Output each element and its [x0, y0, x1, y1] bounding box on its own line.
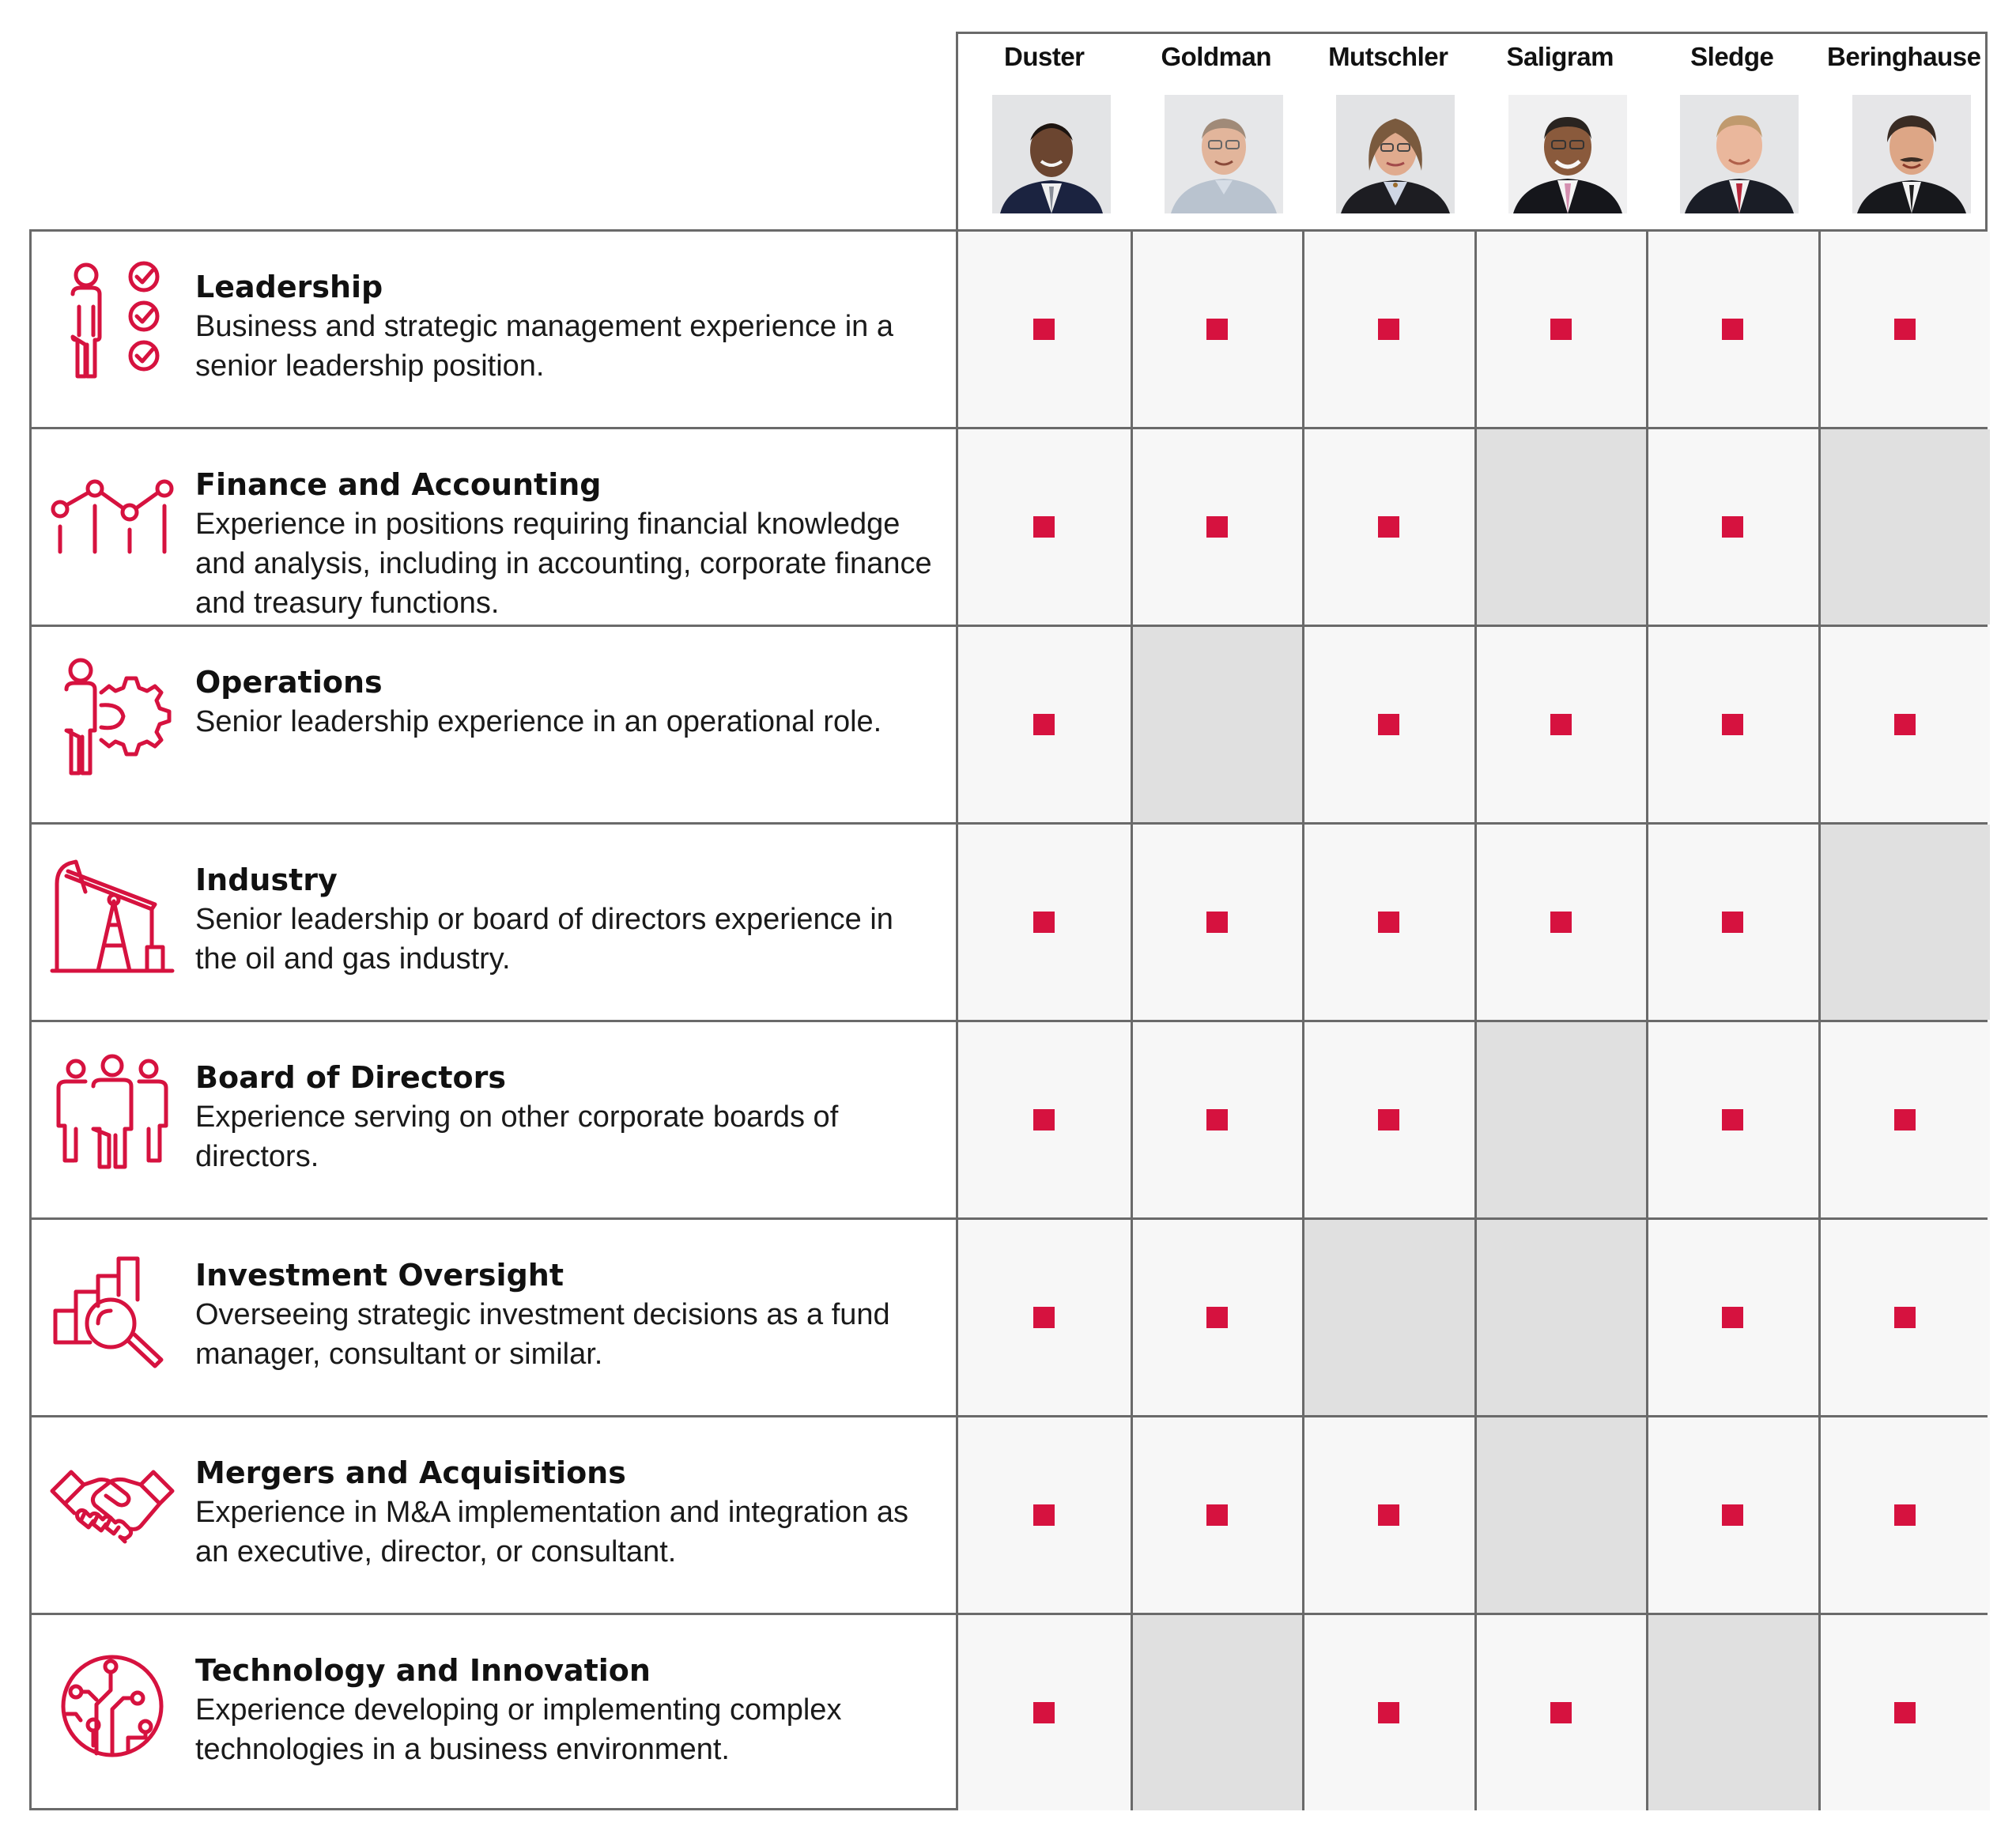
- skill-label-cell: [32, 1615, 958, 1810]
- director-name: Beringhause: [1827, 42, 1981, 71]
- skill-cell-goldman: [1131, 1417, 1303, 1613]
- skill-cell-saligram: [1474, 1022, 1647, 1217]
- director-photo: [1852, 95, 1971, 213]
- finance-chart-icon: [49, 457, 176, 583]
- skill-label-cell: [32, 825, 958, 1020]
- skill-cell-beringhause: [1818, 429, 1991, 625]
- skill-cell-duster: [958, 1615, 1131, 1810]
- skill-label-cell: [32, 1417, 958, 1613]
- skill-row: [32, 822, 1985, 1020]
- skill-description: Senior leadership or board of directors experience in the oil and gas industry.: [195, 903, 893, 976]
- circuit-icon: [49, 1643, 176, 1769]
- has-skill-marker: [1550, 714, 1572, 735]
- director-column-duster: [958, 34, 1131, 233]
- skill-description: Experience serving on other corporate boards of directors.: [195, 1100, 839, 1173]
- director-photo: [1508, 95, 1627, 213]
- director-photo: [1680, 95, 1799, 213]
- skill-text: [195, 1058, 940, 1176]
- skill-row: [32, 1020, 1985, 1217]
- skill-row: [32, 1613, 1985, 1810]
- skill-cell-goldman: [1131, 1022, 1303, 1217]
- has-skill-marker: [1550, 319, 1572, 340]
- skill-text: [195, 465, 940, 623]
- has-skill-marker: [1378, 912, 1399, 933]
- skill-row: [32, 427, 1985, 625]
- skill-cell-sledge: [1646, 1615, 1818, 1810]
- skill-cell-beringhause: [1818, 1220, 1991, 1415]
- skill-cell-duster: [958, 232, 1131, 427]
- director-name: Goldman: [1161, 42, 1271, 71]
- skill-title: Industry: [195, 862, 338, 897]
- skill-cell-duster: [958, 825, 1131, 1020]
- skill-cell-goldman: [1131, 232, 1303, 427]
- has-skill-marker: [1378, 1504, 1399, 1526]
- skill-cell-sledge: [1646, 1417, 1818, 1613]
- has-skill-marker: [1722, 319, 1743, 340]
- board-people-icon: [49, 1050, 176, 1176]
- skill-cell-goldman: [1131, 627, 1303, 822]
- skill-description: Overseeing strategic investment decisions as a fund manager, consultant or similar.: [195, 1298, 890, 1371]
- skill-cell-beringhause: [1818, 627, 1991, 822]
- has-skill-marker: [1722, 1307, 1743, 1328]
- skill-title: Mergers and Acquisitions: [195, 1455, 626, 1490]
- has-skill-marker: [1550, 912, 1572, 933]
- has-skill-marker: [1894, 1307, 1916, 1328]
- has-skill-marker: [1378, 1109, 1399, 1130]
- skill-label-cell: [32, 1220, 958, 1415]
- skill-cell-beringhause: [1818, 232, 1991, 427]
- skill-title: Board of Directors: [195, 1060, 506, 1095]
- skill-cell-saligram: [1474, 1220, 1647, 1415]
- director-photo: [1336, 95, 1455, 213]
- skill-description: Senior leadership experience in an operational role.: [195, 705, 882, 738]
- has-skill-marker: [1894, 714, 1916, 735]
- skill-text: [195, 1651, 940, 1769]
- has-skill-marker: [1206, 1109, 1228, 1130]
- director-column-sledge: [1646, 34, 1818, 233]
- skill-cell-saligram: [1474, 825, 1647, 1020]
- skill-cell-goldman: [1131, 1220, 1303, 1415]
- has-skill-marker: [1206, 1307, 1228, 1328]
- has-skill-marker: [1033, 1702, 1055, 1723]
- director-column-saligram: [1474, 34, 1647, 233]
- skill-cell-duster: [958, 1417, 1131, 1613]
- skill-cell-mutschler: [1302, 825, 1474, 1020]
- director-column-mutschler: [1302, 34, 1474, 233]
- skill-cell-saligram: [1474, 627, 1647, 822]
- skill-description: Business and strategic management experience in a senior leadership position.: [195, 310, 893, 383]
- skill-text: [195, 860, 940, 979]
- director-name: Saligram: [1506, 42, 1614, 71]
- director-name: Duster: [1003, 42, 1085, 71]
- skill-cell-mutschler: [1302, 1417, 1474, 1613]
- has-skill-marker: [1722, 516, 1743, 538]
- director-column-beringhause: [1818, 34, 1991, 233]
- skill-cell-beringhause: [1818, 825, 1991, 1020]
- has-skill-marker: [1378, 516, 1399, 538]
- skill-text: [195, 1453, 940, 1572]
- handshake-icon: [49, 1445, 176, 1572]
- has-skill-marker: [1033, 912, 1055, 933]
- skill-title: Finance and Accounting: [195, 467, 602, 502]
- operations-gear-icon: [49, 655, 176, 781]
- director-header: [956, 32, 1988, 231]
- skill-label-cell: [32, 1022, 958, 1217]
- skill-cell-sledge: [1646, 429, 1818, 625]
- skill-cell-goldman: [1131, 429, 1303, 625]
- skill-title: Operations: [195, 665, 383, 700]
- has-skill-marker: [1033, 516, 1055, 538]
- skill-description: Experience in positions requiring financial knowledge and analysis, including in accounting, corporate finance and treasury functions.: [195, 508, 932, 620]
- has-skill-marker: [1722, 1109, 1743, 1130]
- skill-label-cell: [32, 232, 958, 427]
- director-column-goldman: [1131, 34, 1303, 233]
- skill-cell-mutschler: [1302, 429, 1474, 625]
- has-skill-marker: [1206, 1504, 1228, 1526]
- skill-cell-mutschler: [1302, 1220, 1474, 1415]
- skill-text: [195, 662, 940, 742]
- skill-cell-duster: [958, 429, 1131, 625]
- skill-label-cell: [32, 627, 958, 822]
- has-skill-marker: [1378, 319, 1399, 340]
- has-skill-marker: [1033, 714, 1055, 735]
- has-skill-marker: [1033, 1504, 1055, 1526]
- director-photo: [992, 95, 1111, 213]
- skill-cell-sledge: [1646, 1022, 1818, 1217]
- skill-cell-saligram: [1474, 232, 1647, 427]
- skill-cell-beringhause: [1818, 1615, 1991, 1810]
- skill-title: Investment Oversight: [195, 1258, 564, 1293]
- skill-cell-saligram: [1474, 1615, 1647, 1810]
- skill-text: [195, 267, 940, 386]
- skill-cell-duster: [958, 1220, 1131, 1415]
- skill-text: [195, 1255, 940, 1374]
- skill-row: [32, 625, 1985, 822]
- director-name: Sledge: [1690, 42, 1774, 71]
- has-skill-marker: [1722, 912, 1743, 933]
- skill-title: Technology and Innovation: [195, 1653, 651, 1688]
- has-skill-marker: [1206, 319, 1228, 340]
- has-skill-marker: [1206, 912, 1228, 933]
- leadership-icon: [49, 259, 176, 386]
- skill-cell-saligram: [1474, 429, 1647, 625]
- has-skill-marker: [1033, 1307, 1055, 1328]
- skill-cell-sledge: [1646, 627, 1818, 822]
- has-skill-marker: [1894, 319, 1916, 340]
- skill-cell-saligram: [1474, 1417, 1647, 1613]
- skill-cell-mutschler: [1302, 627, 1474, 822]
- has-skill-marker: [1378, 1702, 1399, 1723]
- skill-cell-beringhause: [1818, 1417, 1991, 1613]
- director-photo: [1165, 95, 1283, 213]
- has-skill-marker: [1722, 714, 1743, 735]
- director-name: Mutschler: [1328, 42, 1448, 71]
- skill-row: [32, 1217, 1985, 1415]
- skill-description: Experience developing or implementing complex technologies in a business environment.: [195, 1693, 842, 1766]
- skill-row: [32, 1415, 1985, 1613]
- skill-title: Leadership: [195, 270, 383, 304]
- skill-cell-duster: [958, 1022, 1131, 1217]
- skill-row: [32, 232, 1985, 427]
- has-skill-marker: [1033, 1109, 1055, 1130]
- skill-cell-beringhause: [1818, 1022, 1991, 1217]
- skill-cell-mutschler: [1302, 232, 1474, 427]
- investment-magnifier-icon: [49, 1248, 176, 1374]
- skill-cell-duster: [958, 627, 1131, 822]
- oil-pump-icon: [49, 852, 176, 979]
- has-skill-marker: [1894, 1702, 1916, 1723]
- has-skill-marker: [1378, 714, 1399, 735]
- has-skill-marker: [1894, 1109, 1916, 1130]
- skills-matrix: [29, 229, 1988, 1810]
- has-skill-marker: [1033, 319, 1055, 340]
- has-skill-marker: [1722, 1504, 1743, 1526]
- skill-cell-sledge: [1646, 1220, 1818, 1415]
- skill-cell-goldman: [1131, 825, 1303, 1020]
- skill-cell-sledge: [1646, 232, 1818, 427]
- skill-description: Experience in M&A implementation and integration as an executive, director, or consultant.: [195, 1496, 908, 1568]
- skill-cell-sledge: [1646, 825, 1818, 1020]
- skill-cell-goldman: [1131, 1615, 1303, 1810]
- skill-label-cell: [32, 429, 958, 625]
- has-skill-marker: [1894, 1504, 1916, 1526]
- has-skill-marker: [1206, 516, 1228, 538]
- skill-cell-mutschler: [1302, 1615, 1474, 1810]
- has-skill-marker: [1550, 1702, 1572, 1723]
- skill-cell-mutschler: [1302, 1022, 1474, 1217]
